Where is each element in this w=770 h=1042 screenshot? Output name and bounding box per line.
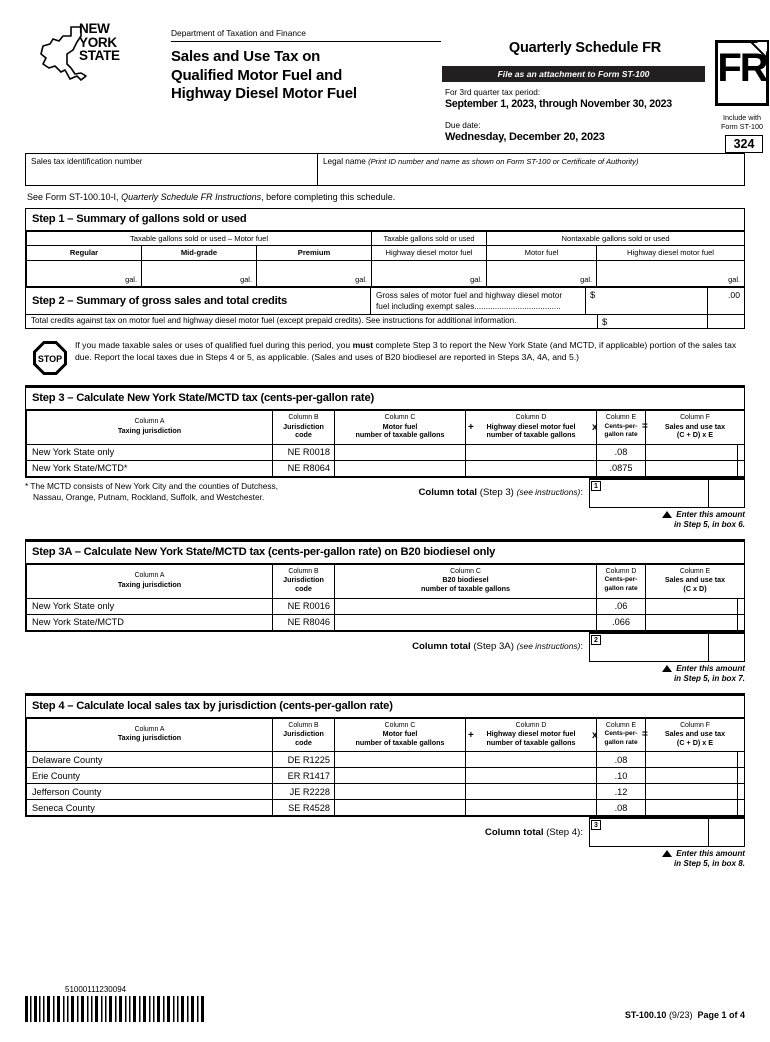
- step3-row0-tax-input[interactable]: [646, 444, 738, 460]
- step-2-title: Step 2 – Summary of gross sales and total credits: [32, 294, 288, 307]
- step3a-col-c-name: Column C: [450, 567, 481, 575]
- entry-regular-gallons[interactable]: gal.: [27, 261, 142, 287]
- step3-col-b-name: Column B: [288, 414, 319, 421]
- table-row: [27, 444, 745, 460]
- legal-name-label: Legal name: [323, 157, 366, 166]
- step4-row2-cents-cell[interactable]: [738, 784, 745, 800]
- step-3-total-input[interactable]: [589, 478, 709, 508]
- footer-revision: (9/23): [668, 1010, 693, 1020]
- step3-col-d-header: [466, 411, 597, 445]
- step3a-col-e-name: Column E: [679, 567, 711, 575]
- step3-total-rest: (Step 3): [479, 487, 514, 499]
- tax-period-label: For 3rd quarter tax period:: [445, 88, 541, 97]
- times-operator-icon: x: [592, 422, 598, 433]
- step4-row3-rate: .08: [597, 800, 646, 816]
- step3a-row0-tax-input[interactable]: [646, 598, 738, 614]
- step3-col-c-name: Column C: [384, 414, 416, 421]
- step3a-row1-rate: .066: [597, 614, 646, 630]
- step3a-row1-tax-input[interactable]: [646, 614, 738, 630]
- step3a-col-d-desc1: Cents-per-: [604, 576, 638, 584]
- step3a-col-d-name: Column D: [605, 567, 637, 575]
- table-row: [27, 614, 745, 630]
- gross-sales-line1: Gross sales of motor fuel and highway diesel motor: [376, 291, 563, 300]
- step3-col-f-name: Column F: [680, 414, 710, 421]
- step3-col-d-desc2: number of taxable gallons: [486, 430, 576, 440]
- step3a-col-c-desc2: number of taxable gallons: [420, 583, 511, 593]
- step3a-total-rest: (Step 3A): [473, 641, 514, 653]
- entry-nontaxable-motor-gallons[interactable]: gal.: [487, 261, 597, 287]
- step4-total-rest: (Step 4): [546, 826, 581, 838]
- table-row: [27, 768, 745, 784]
- step3a-row1-jurisdiction: New York State/MCTD: [27, 614, 273, 630]
- step4-row2-motor-gallons-input[interactable]: [335, 784, 466, 800]
- gross-sales-dots: ......................................: [474, 301, 561, 311]
- step4-row0-cents-cell[interactable]: [738, 752, 745, 768]
- step-3a-total-row: [25, 632, 745, 662]
- step4-col-f-desc1: Sales and use tax: [664, 729, 726, 739]
- step3-total-bold: Column total: [418, 487, 478, 499]
- instructions-italic: Quarterly Schedule FR Instructions: [121, 192, 262, 202]
- step3-col-e-header: [592, 411, 646, 445]
- entry-taxable-diesel-gallons[interactable]: gal.: [372, 261, 487, 287]
- step-4-block: [25, 696, 745, 818]
- step3a-col-e-desc1: Sales and use tax: [664, 575, 726, 585]
- step-3a-title: Step 3A – Calculate New York State/MCTD tax (cents-per-gallon rate) on B20 biodiesel only: [32, 545, 496, 558]
- step3-col-b-desc1: Jurisdiction: [283, 421, 324, 431]
- stop-notice-text: [75, 339, 745, 363]
- step3-row1-jurisdiction: New York State/MCTD*: [27, 460, 273, 476]
- state-wordmark-line3: STATE: [79, 48, 120, 63]
- step3-row0-diesel-gallons-input[interactable]: [466, 444, 597, 460]
- step4-row3-diesel-gallons-input[interactable]: [466, 800, 597, 816]
- times-operator-icon: x: [592, 729, 598, 741]
- step4-row0-diesel-gallons-input[interactable]: [466, 752, 597, 768]
- step4-row2-code: JE R2228: [273, 784, 335, 800]
- step4-col-c-header: [335, 718, 466, 752]
- step3a-total-italic: (see instructions): [516, 641, 581, 652]
- mctd-footnote-line2: Nassau, Orange, Putnam, Rockland, Suffolk, and Westchester.: [33, 491, 265, 502]
- step3a-row1-code: NE R8046: [273, 614, 335, 630]
- col-nontaxable-highway-diesel: Highway diesel motor fuel: [597, 246, 745, 261]
- step4-col-b-name: Column B: [288, 721, 319, 729]
- up-triangle-icon: [662, 511, 672, 518]
- step4-col-d-desc2: number of taxable gallons: [486, 737, 576, 747]
- form-page: [0, 18, 770, 1042]
- state-wordmark-line2: YORK: [79, 34, 117, 50]
- mctd-footnote: [25, 478, 418, 508]
- form-title: [171, 48, 357, 104]
- step-3-block: [25, 388, 745, 478]
- state-wordmark: [79, 22, 120, 63]
- svg-text:STOP: STOP: [37, 354, 63, 364]
- step3a-col-c-desc1: B20 biodiesel: [442, 575, 489, 585]
- step3-col-c-desc1: Motor fuel: [382, 421, 418, 431]
- mctd-footnote-line1: * The MCTD consists of New York City and the counties of Dutchess,: [25, 480, 279, 491]
- plus-operator-icon: +: [468, 422, 474, 433]
- schedule-fr-badge-icon: [715, 40, 769, 106]
- step-3-table: [26, 410, 745, 477]
- step4-row3-motor-gallons-input[interactable]: [335, 800, 466, 816]
- step4-col-d-header: [466, 718, 597, 752]
- col-regular: Regular: [27, 246, 142, 261]
- total-credits-description: Total credits against tax on motor fuel and highway diesel motor fuel (except prepaid credits). See instructions for additional information.: [26, 315, 598, 328]
- step4-col-d-name: Column D: [515, 721, 547, 729]
- group-nontaxable: Nontaxable gallons sold or used: [487, 232, 745, 246]
- step4-row2-jurisdiction: Jefferson County: [27, 784, 273, 800]
- step4-row2-diesel-gallons-input[interactable]: [466, 784, 597, 800]
- step-1-entry-row: [27, 261, 745, 287]
- step4-col-c-name: Column C: [384, 721, 416, 729]
- step3-row1-tax-input[interactable]: [646, 460, 738, 476]
- step3-row0-jurisdiction: New York State only: [27, 444, 273, 460]
- gross-sales-description: [371, 288, 586, 314]
- step-4-total-row: [25, 817, 745, 847]
- plus-operator-icon: +: [468, 729, 474, 741]
- due-date-label: Due date:: [445, 121, 481, 130]
- dollar-sign: $: [590, 290, 596, 301]
- step4-col-a-name: Column A: [134, 725, 165, 733]
- step4-col-e-desc2: gallon rate: [604, 738, 638, 746]
- step4-row3-cents-cell[interactable]: [738, 800, 745, 816]
- step4-enter-line2: in Step 5, in box 8.: [673, 859, 745, 869]
- step3a-col-b-desc1: Jurisdiction: [283, 575, 324, 585]
- step4-row1-code: ER R1417: [273, 768, 335, 784]
- step4-row2-rate: .12: [597, 784, 646, 800]
- form-title-line1: Sales and Use Tax on: [171, 48, 321, 65]
- stop-notice: [25, 339, 745, 375]
- step3-row1-diesel-gallons-input[interactable]: [466, 460, 597, 476]
- barcode-icon: [25, 996, 225, 1022]
- instructions-suffix: , before completing this schedule.: [261, 192, 396, 202]
- footer-form-id: ST-100.10: [624, 1010, 667, 1020]
- instructions-reference: [27, 192, 745, 202]
- step3a-col-b-desc2: code: [295, 583, 312, 593]
- step-1-title: Step 1 – Summary of gallons sold or used: [32, 213, 247, 225]
- step3-col-c-desc2: number of taxable gallons: [355, 430, 445, 440]
- step-4-enter-note: [589, 847, 745, 869]
- legal-name-hint: (Print ID number and name as shown on Form ST-100 or Certificate of Authority): [368, 157, 639, 166]
- step-3a-spacer: [25, 632, 412, 662]
- step3-enter-line1: Enter this amount: [676, 509, 745, 519]
- include-with-line2: Form ST-100: [721, 122, 763, 131]
- form-footer-identifier: [625, 1010, 745, 1020]
- step3-col-f-desc1: Sales and use tax: [664, 421, 726, 431]
- table-row: [27, 800, 745, 816]
- stop-text-emphasis: must: [352, 340, 374, 350]
- step-4-header-row: [27, 718, 745, 752]
- badge-code-text: FR: [717, 46, 767, 90]
- step4-col-b-desc2: code: [295, 737, 312, 747]
- table-row: [27, 460, 745, 476]
- col-midgrade: Mid-grade: [142, 246, 257, 261]
- step-3a-table: [26, 564, 745, 631]
- footer-page-label: Page 1 of 4: [697, 1010, 745, 1020]
- step3a-col-e-desc2: (C x D): [683, 583, 707, 593]
- step4-row1-jurisdiction: Erie County: [27, 768, 273, 784]
- step3a-row1-gallons-input[interactable]: [335, 614, 597, 630]
- step4-col-e-header: [592, 718, 646, 752]
- total-credits-cents-cell[interactable]: [708, 315, 744, 328]
- step4-col-f-header: [642, 718, 745, 752]
- department-label: Department of Taxation and Finance: [171, 28, 306, 38]
- step3a-col-e-header: [646, 564, 745, 598]
- step3a-row0-jurisdiction: New York State only: [27, 598, 273, 614]
- step4-col-c-desc2: number of taxable gallons: [355, 737, 445, 747]
- step3a-row1-cents-cell[interactable]: [738, 614, 745, 630]
- step3a-col-d-desc2: gallon rate: [604, 584, 638, 592]
- step3-row1-cents-cell[interactable]: [738, 460, 745, 476]
- step-3a-header-row: [27, 564, 745, 598]
- step4-col-b-desc1: Jurisdiction: [283, 729, 324, 739]
- step3a-row0-rate: .06: [597, 598, 646, 614]
- step3a-total-bold: Column total: [412, 641, 471, 653]
- entry-nontaxable-diesel-gallons[interactable]: gal.: [597, 261, 745, 287]
- step3-row0-code: NE R0018: [273, 444, 335, 460]
- step3-row1-motor-gallons-input[interactable]: [335, 460, 466, 476]
- step3-col-e-desc2: gallon rate: [604, 431, 638, 439]
- form-footer: [25, 985, 745, 1024]
- step-3a-enter-note: [589, 662, 745, 684]
- step3-col-c-header: [335, 411, 466, 445]
- step3-col-d-desc1: Highway diesel motor fuel: [486, 421, 576, 431]
- gross-sales-line2: fuel including exempt sales: [376, 301, 475, 311]
- up-triangle-icon: [662, 665, 672, 672]
- step4-row1-rate: .10: [597, 768, 646, 784]
- step3a-col-b-name: Column B: [288, 567, 319, 575]
- form-header: [25, 18, 767, 153]
- step3-col-f-desc2: (C + D) x E: [676, 430, 714, 440]
- state-wordmark-line1: NEW: [79, 21, 110, 36]
- step-4-table: [26, 718, 745, 817]
- table-row: [27, 784, 745, 800]
- col-premium: Premium: [257, 246, 372, 261]
- step3-total-colon: :: [580, 487, 583, 499]
- step4-col-c-desc1: Motor fuel: [382, 729, 418, 739]
- step4-row0-jurisdiction: Delaware County: [27, 752, 273, 768]
- step3-row0-motor-gallons-input[interactable]: [335, 444, 466, 460]
- step4-row0-code: DE R1225: [273, 752, 335, 768]
- step-2-row-a: [26, 287, 744, 314]
- step4-col-e-desc1: Cents-per-: [604, 730, 638, 738]
- step4-col-f-desc2: (C + D) x E: [676, 737, 714, 747]
- step3-col-e-desc1: Cents-per-: [604, 422, 638, 430]
- step4-total-colon: :: [580, 826, 583, 838]
- step3-col-a-name: Column A: [134, 418, 165, 426]
- step-3-title: Step 3 – Calculate New York State/MCTD tax (cents-per-gallon rate): [32, 392, 374, 404]
- entry-premium-gallons[interactable]: gal.: [257, 261, 372, 287]
- step3a-col-b-header: [273, 564, 335, 598]
- step-3-header-row: [27, 411, 745, 445]
- equals-operator-icon: =: [642, 728, 648, 740]
- step4-col-d-desc1: Highway diesel motor fuel: [486, 729, 576, 739]
- step4-col-b-header: [273, 718, 335, 752]
- step3-row1-rate: .0875: [597, 460, 646, 476]
- step-3a-total-input[interactable]: [589, 632, 709, 662]
- gross-sales-amount-field[interactable]: [586, 288, 708, 314]
- stop-text-part2: complete Step 3 to report the New York State (and MCTD, if applicable) portion of the sales tax due. Report the local taxes due in Steps 4 or 5, as applicable. (Sales and uses of B20 biodiesel are reported in Steps 3A, 4A, and 5.): [75, 340, 737, 362]
- include-with-note: [707, 113, 770, 131]
- stop-sign-icon: [33, 341, 67, 375]
- table-row: [27, 598, 745, 614]
- step-1-table: [26, 231, 745, 287]
- box-number-badge: 3: [591, 820, 601, 830]
- total-credits-amount-field[interactable]: [598, 315, 708, 328]
- dollar-sign: $: [602, 317, 608, 328]
- step4-row0-motor-gallons-input[interactable]: [335, 752, 466, 768]
- step3-col-b-desc2: code: [295, 430, 312, 440]
- barcode-number: 51000111230094: [65, 985, 127, 994]
- step3-col-f-header: [642, 411, 745, 445]
- step4-row0-tax-input[interactable]: [646, 752, 738, 768]
- step3-row1-code: NE R8064: [273, 460, 335, 476]
- step4-enter-line1: Enter this amount: [676, 849, 745, 859]
- step-4-spacer: [25, 817, 485, 847]
- instructions-prefix: See Form ST-100.10-I,: [27, 192, 119, 202]
- stop-text-part1: If you made taxable sales or uses of qualified fuel during this period, you: [75, 340, 353, 350]
- col-taxable-highway-diesel: Highway diesel motor fuel: [372, 246, 487, 261]
- step3a-col-a-name: Column A: [134, 572, 165, 580]
- step3-enter-line2: in Step 5, in box 6.: [673, 519, 745, 529]
- step3-total-italic: (see instructions): [516, 487, 581, 498]
- box-number-badge: 1: [591, 481, 601, 491]
- table-row: [27, 752, 745, 768]
- step-3-total-label: [418, 487, 589, 498]
- step-4-total-input[interactable]: [589, 817, 709, 847]
- up-triangle-icon: [662, 850, 672, 857]
- step4-col-a-header: [27, 718, 273, 752]
- step-1-group-header-row: [27, 232, 745, 246]
- step4-row1-motor-gallons-input[interactable]: [335, 768, 466, 784]
- step3-row0-rate: .08: [597, 444, 646, 460]
- header-divider: [171, 41, 441, 42]
- step-3-total-row: [25, 478, 745, 508]
- step4-row1-cents-cell[interactable]: [738, 768, 745, 784]
- schedule-title: Quarterly Schedule FR: [508, 40, 661, 56]
- step3-col-a-desc: Taxing jurisdiction: [117, 425, 182, 435]
- step3a-col-c-header: [335, 564, 597, 598]
- sales-tax-id-label: Sales tax identification number: [31, 157, 143, 166]
- box-number-badge: 2: [591, 635, 601, 645]
- step-3-total-cents-cell[interactable]: [709, 478, 745, 508]
- step3a-row0-gallons-input[interactable]: [335, 598, 597, 614]
- step3-col-a-header: [27, 411, 273, 445]
- step4-col-e-name: Column E: [605, 721, 637, 729]
- step3a-total-colon: :: [580, 641, 583, 653]
- step4-row1-diesel-gallons-input[interactable]: [466, 768, 597, 784]
- step-4-total-cents-cell[interactable]: [709, 817, 745, 847]
- group-taxable-motor-fuel: Taxable gallons sold or used – Motor fuel: [27, 232, 372, 246]
- step3-col-b-header: [273, 411, 335, 445]
- include-with-line1: Include with: [723, 113, 761, 122]
- step4-row2-tax-input[interactable]: [646, 784, 738, 800]
- col-nontaxable-motor-fuel: Motor fuel: [487, 246, 597, 261]
- step3a-enter-line2: in Step 5, in box 7.: [673, 673, 745, 683]
- step-1-block: [25, 208, 745, 329]
- step3-col-d-name: Column D: [515, 414, 547, 421]
- step-2-row-b: [26, 314, 744, 328]
- step4-row0-rate: .08: [597, 752, 646, 768]
- form-title-line2: Qualified Motor Fuel and: [171, 66, 343, 84]
- step3-col-e-name: Column E: [605, 414, 637, 421]
- step4-total-bold: Column total: [484, 826, 544, 838]
- step4-col-a-desc: Taxing jurisdiction: [117, 733, 182, 743]
- step3a-col-d-header: [597, 564, 646, 598]
- step4-row3-jurisdiction: Seneca County: [27, 800, 273, 816]
- step3a-col-a-desc: Taxing jurisdiction: [117, 579, 182, 589]
- identification-box: [25, 153, 745, 186]
- step4-row3-tax-input[interactable]: [646, 800, 738, 816]
- step-3a-block: [25, 542, 745, 632]
- step4-row3-code: SE R4528: [273, 800, 335, 816]
- step4-row1-tax-input[interactable]: [646, 768, 738, 784]
- step-2-title-cell: [26, 288, 371, 314]
- step3a-col-a-header: [27, 564, 273, 598]
- group-taxable-diesel: Taxable gallons sold or used: [372, 232, 487, 246]
- step-4-title: Step 4 – Calculate local sales tax by jurisdiction (cents-per-gallon rate): [32, 699, 393, 712]
- step-3a-total-cents-cell[interactable]: [709, 632, 745, 662]
- step3a-enter-line1: Enter this amount: [676, 663, 745, 673]
- step-4-total-label: [485, 827, 589, 838]
- entry-midgrade-gallons[interactable]: gal.: [142, 261, 257, 287]
- step-3a-total-label: [412, 641, 589, 652]
- step3a-row0-code: NE R0016: [273, 598, 335, 614]
- step3-row0-cents-cell[interactable]: [738, 444, 745, 460]
- step-3-enter-note: [589, 508, 745, 530]
- step-1-column-header-row: [27, 246, 745, 261]
- step4-col-f-name: Column F: [680, 721, 710, 729]
- form-number-box: 324: [725, 135, 763, 153]
- equals-operator-icon: =: [642, 421, 648, 432]
- tax-period-value: September 1, 2023, through November 30, 2023: [445, 98, 672, 110]
- sales-tax-id-field[interactable]: [26, 154, 318, 185]
- step3a-row0-cents-cell[interactable]: [738, 598, 745, 614]
- due-date-value: Wednesday, December 20, 2023: [445, 131, 605, 143]
- legal-name-field[interactable]: [318, 154, 744, 185]
- attachment-banner: File as an attachment to Form ST-100: [442, 66, 705, 82]
- form-title-line3: Highway Diesel Motor Fuel: [171, 85, 357, 102]
- gross-sales-cents: .00: [728, 290, 740, 300]
